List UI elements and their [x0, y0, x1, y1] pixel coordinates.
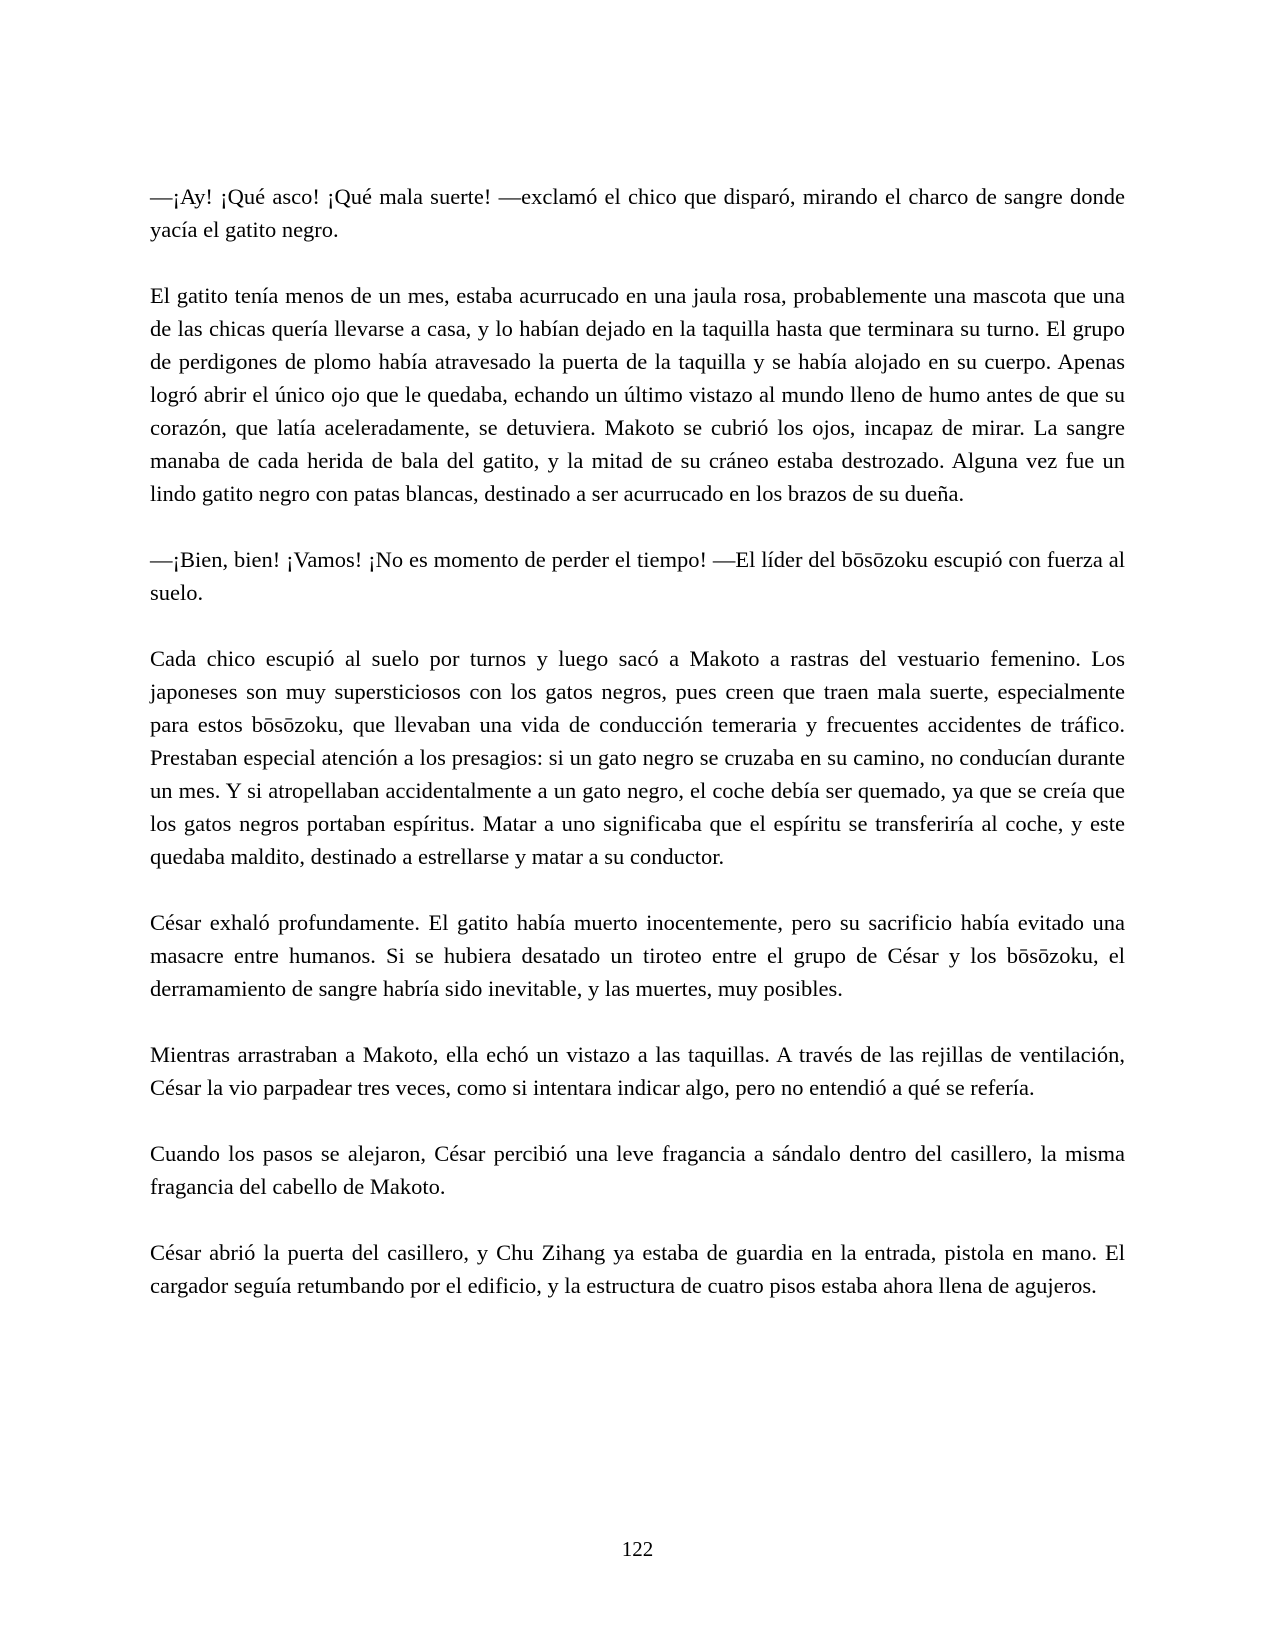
paragraph: Mientras arrastraban a Makoto, ella echó un vistazo a las taquillas. A través de las rejillas de ventilación, César la vio parpadear tres veces, como si intentara indicar algo, pero no entendió a qué se refería.: [150, 1042, 1125, 1100]
body-text: [150, 180, 1125, 1335]
page-number: 122: [621, 1537, 654, 1561]
paragraph: Cada chico escupió al suelo por turnos y luego sacó a Makoto a rastras del vestuario femenino. Los japoneses son muy supersticiosos con los gatos negros, pues creen que traen mala suerte, especialmente para estos bōsōzoku, que llevaban una vida de conducción temeraria y frecuentes accidentes de tráfico. Prestaban especial atención a los presagios: si un gato negro se cruzaba en su camino, no conducían durante un mes. Y si atropellaban accidentalmente a un gato negro, el coche debía ser quemado, ya que se creía que los gatos negros portaban espíritus. Matar a uno significaba que el espíritu se transferiría al coche, y este quedaba maldito, destinado a estrellarse y matar a su conductor.: [150, 646, 1125, 869]
paragraph: —¡Ay! ¡Qué asco! ¡Qué mala suerte! —exclamó el chico que disparó, mirando el charco de sangre donde yacía el gatito negro.: [150, 184, 1125, 242]
paragraph: —¡Bien, bien! ¡Vamos! ¡No es momento de perder el tiempo! —El líder del bōsōzoku escupió con fuerza al suelo.: [150, 547, 1125, 605]
paragraph: Cuando los pasos se alejaron, César percibió una leve fragancia a sándalo dentro del casillero, la misma fragancia del cabello de Makoto.: [150, 1141, 1125, 1199]
paragraph: César abrió la puerta del casillero, y Chu Zihang ya estaba de guardia en la entrada, pistola en mano. El cargador seguía retumbando por el edificio, y la estructura de cuatro pisos estaba ahora llena de agujeros.: [150, 1240, 1125, 1298]
paragraph: César exhaló profundamente. El gatito había muerto inocentemente, pero su sacrificio había evitado una masacre entre humanos. Si se hubiera desatado un tiroteo entre el grupo de César y los bōsōzoku, el derramamiento de sangre habría sido inevitable, y las muertes, muy posibles.: [150, 910, 1125, 1001]
paragraph: El gatito tenía menos de un mes, estaba acurrucado en una jaula rosa, probablemente una mascota que una de las chicas quería llevarse a casa, y lo habían dejado en la taquilla hasta que terminara su turno. El grupo de perdigones de plomo había atravesado la puerta de la taquilla y se había alojado en su cuerpo. Apenas logró abrir el único ojo que le quedaba, echando un último vistazo al mundo lleno de humo antes de que su corazón, que latía aceleradamente, se detuviera. Makoto se cubrió los ojos, incapaz de mirar. La sangre manaba de cada herida de bala del gatito, y la mitad de su cráneo estaba destrozado. Alguna vez fue un lindo gatito negro con patas blancas, destinado a ser acurrucado en los brazos de su dueña.: [150, 283, 1125, 506]
